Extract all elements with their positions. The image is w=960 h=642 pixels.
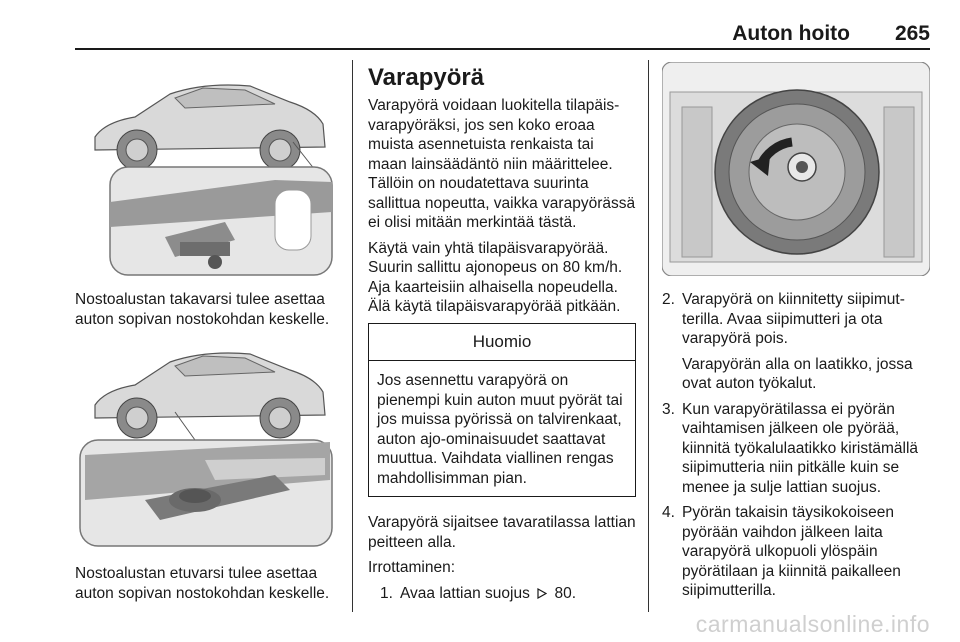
- header-divider: [75, 48, 930, 50]
- notice-title: Huomio: [369, 324, 635, 362]
- page-title: Auton hoito: [732, 22, 850, 45]
- column-divider-right: [648, 60, 649, 612]
- step-3-text: Kun varapyörätilassa ei pyörän vaihtamisen jälkeen ole pyörää, kiinnitä työkalulaatikko kiristämällä siipimutteria niin pitkälle kuin se menee ja sulje lattian suojus.: [682, 400, 919, 496]
- notice-box: [368, 323, 636, 498]
- caption-rear-jack: Nostoalustan takavarsi tulee asettaa auton sopivan nostokohdan keskelle.: [75, 291, 330, 328]
- section-heading: Varapyörä: [368, 64, 485, 91]
- column-divider-left: [352, 60, 353, 612]
- figure-rear-jack: [75, 62, 337, 277]
- figure-spare-wheel: [662, 62, 930, 276]
- step-2-text: Varapyörä on kiinnitetty siipimutterilla. Avaa siipimutteri ja ota varapyörä pois.: [682, 291, 905, 347]
- step-4: [662, 503, 932, 601]
- step-1-number: 1.: [380, 584, 393, 602]
- step-3: [662, 400, 932, 498]
- paragraph-temporary-spare: Varapyörä voidaan luokitella tilapäisvarapyöräksi, jos sen koko eroaa muista asennetuista renkaista tai maan lainsäädäntö niin määrittelee. Tällöin on noudatettava suurinta sallittua nopeutta, vaikka varapyörässä ei olisi mitään merkintää tästä.: [368, 97, 636, 231]
- page-number: 265: [894, 22, 930, 45]
- step-4-text: Pyörän takaisin täysikokoiseen pyörään vaihdon jälkeen laita varapyörä ulkopuoli ylöspäin pyörätilaan ja kiinnitä paikalleen siipimutterilla.: [682, 504, 901, 599]
- paragraph-removal: Irrottaminen:: [368, 559, 456, 576]
- paragraph-location: Varapyörä sijaitsee tavaratilassa lattian peitteen alla.: [368, 514, 636, 551]
- step-4-number: 4.: [662, 504, 675, 521]
- right-column: [662, 290, 932, 607]
- step-1-page-ref[interactable]: 80.: [554, 584, 577, 602]
- caption-front-jack: Nostoalustan etuvarsi tulee asettaa auton sopivan nostokohdan keskelle.: [75, 565, 330, 602]
- notice-body: Jos asennettu varapyörä on pienempi kuin auton muut pyörät tai jos muissa pyörissä on talvirenkaat, auton ajo-ominaisuudet saattavat muuttua. Vaihdata viallinen rengas mahdollisimman pian.: [377, 372, 623, 487]
- paragraph-speed-limit: Käytä vain yhtä tilapäisvarapyörää. Suurin sallittu ajonopeus on 80 km/h. Aja kaarteisiin alhaisella nopeudella. Älä käytä tilapäisvarapyörää pitkään.: [368, 239, 623, 315]
- watermark: carmanualsonline.info: [695, 611, 930, 637]
- figure-front-jack: [75, 340, 337, 550]
- step-1: [380, 584, 636, 604]
- step-1-text: Avaa lattian suojus: [400, 584, 530, 602]
- step-2-number: 2.: [662, 291, 675, 308]
- step-2: [662, 290, 932, 349]
- middle-column: [368, 64, 636, 609]
- step-2-note: Varapyörän alla on laatikko, jossa ovat auton työkalut.: [682, 355, 913, 392]
- step-3-number: 3.: [662, 400, 675, 418]
- triangle-right-icon: [537, 588, 547, 599]
